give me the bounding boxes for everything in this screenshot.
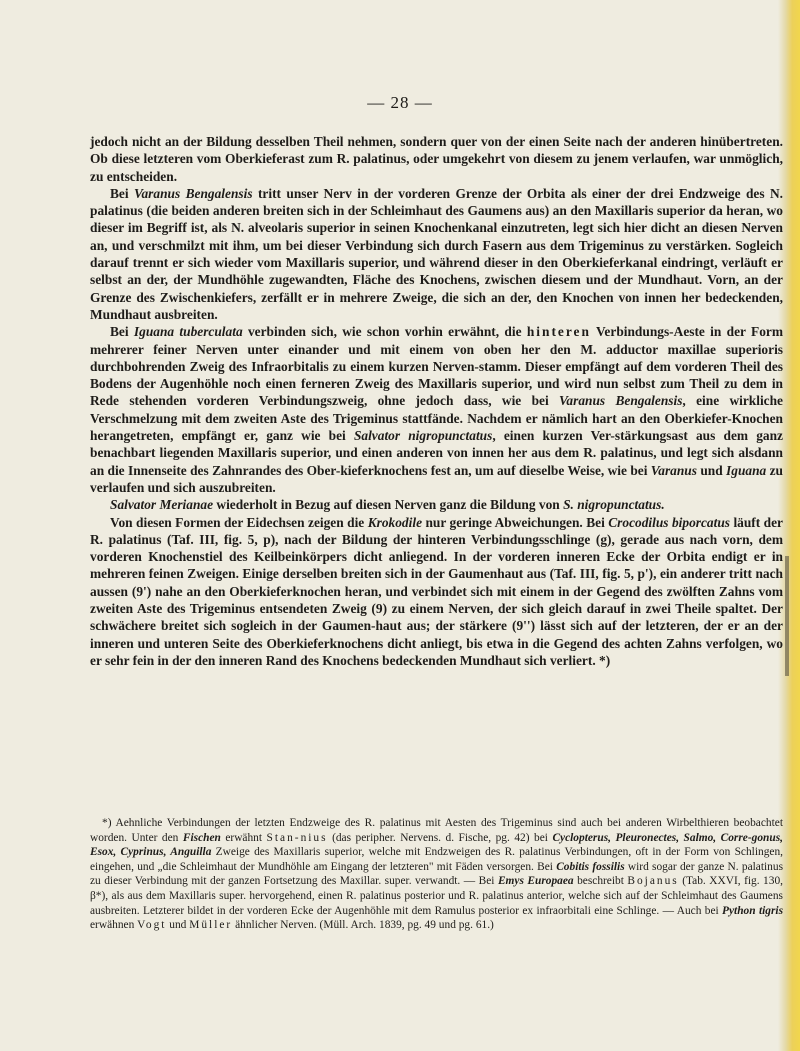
text-run: zu verlaufen und sich auszubreiten. [90,462,783,495]
text-run: Bei [110,185,135,201]
text-run: wiederholt in Bezug auf diesen Nerven ganz die Bildung von [213,497,564,513]
text-run: Zweige des Maxillaris superior, welche mit Endzweigen des R. palatinus Verbindungen, oft in der Form von Schlingen, eingehen, und „die Schleimhaut der Mundhöhle am Eingang der letzteren" mit Fäden versorgen. Bei [90,846,783,873]
italic-term: Emys Europaea [497,875,574,888]
body-text [90,133,783,669]
spaced-name: Müller [189,919,233,932]
text-run: läuft der R. palatinus (Taf. III, fig. 5, p), nach der Bildung der hinteren Verbindungsschlinge (g), gerade aus nach vorn, dem vorderen Knochenstiel des Keilbeinkörpers dicht anliegend. In der vorderen inneren Ecke der Orbita endigt er in mehreren feinen Zweigen. Einige derselben breiten sich in der Gaumenhaut aus (Taf. III, fig. 5, p'), ein anderer tritt nach aussen (9') nahe an den Oberkieferknochen heran, und verbindet sich mit einem in der Gegend des zwölften Zahns vom zweiten Aste des Trigeminus entsendeten Zweig (9) zu einem Nerven, der sich gleich darauf in zwei Theile spaltet. Der schwächere breitet sich sogleich in der Gaumen-haut aus; der stärkere (9'') lässt sich auf der letzteren, der er an der inneren und unteren Seite des Oberkieferknochens dicht anliegt, bis etwa in die Gegend des achten Zahns verfolgen, wo er sehr fein in der den inneren Rand des Knochens bedeckenden Mundhaut sich verliert. *) [90,514,784,668]
binding-mark [785,556,789,676]
text-run: (das peripher. Nervens. d. Fische, pg. 42) bei [327,831,553,844]
italic-term: Iguana [726,462,767,478]
text-run: jedoch nicht an der Bildung desselben Theil nehmen, sondern quer von der einen Seite nach der anderen hinübertreten. Ob diese letzteren vom Oberkieferast zum R. palatinus, oder umgekehrt von diesem zu jenem verlaufen, war unmöglich, zu entscheiden. [90,134,783,184]
text-run: und [696,462,727,478]
italic-term: Salvator Merianae [110,497,214,513]
page-number: — 28 — [367,93,433,112]
text-run: beschreibt [573,875,628,888]
italic-term: Varanus Bengalensis [558,393,683,409]
text-run: Verbindungs-Aeste in der Form mehrerer feiner Nerven unter einander und mit einem von oben her den M. adductor maxillae superioris durchbohrenden Zweig des Infraorbitalis zu einem kurzen Nerven-stamm. Dieser empfängt auf dem vorderen Theil des Bodens der Augenhöhle noch einen ferneren Zweig des Maxillaris superior, und wird nun selbst zum Theil zu dem in Rede stehenden vorderen Verbindungszweig, ohne jedoch dass, wie bei [90,324,783,409]
text-run: Von diesen Formen der Eidechsen zeigen die [110,514,368,530]
text-run: erwähnen [90,919,138,932]
text-run: (Tab. XXVI, fig. 130, β*), als aus dem Maxillaris super. hervorgehend, einen R. palatinus posterior und R. palatinus anterior, welche sich auf der Schleimhaut des Gaumens ausbreiten. Letzterer bildet in der vorderen Ecke der Augenhöhle mit dem Ramulus posterior ex infraorbitali eine Schlinge. — Auch bei [90,875,783,917]
italic-term: S. nigropunctatus. [563,497,665,513]
footnote-paragraph [90,816,783,933]
text-run: verbinden sich, wie schon vorhin erwähnt, die [242,324,527,340]
paragraph [90,133,783,185]
italic-term: Crocodilus biporcatus [608,514,730,530]
spaced-name: hinteren [526,324,591,340]
text-run: ähnlicher Nerven. (Müll. Arch. 1839, pg. 49 und pg. 61.) [232,919,494,932]
italic-term: Varanus Bengalensis [134,185,253,201]
footnote [90,816,783,933]
italic-term: Cyclopterus, Pleuronectes, Salmo, Corre-gonus, Esox, Cyprinus, Anguilla [90,831,783,859]
paragraph [90,185,783,323]
text-run: tritt unser Nerv in der vorderen Grenze der Orbita als einer der drei Endzweige des N. palatinus (die beiden anderen breiten sich in der Schleimhaut des Gaumens aus) an den Maxillaris superior da heran, wo dieser im Begriff ist, als N. alveolaris superior in seinen Knochenkanal einzutreten, legt sich hier dicht an diesen Nerven an, und verschmilzt mit ihm, um bei dieser Verbindung sich durch Fasern aus dem Trigeminus zu verstärken. Sogleich darauf trennt er sich wieder vom Maxillaris superior, und während dieser in den Oberkieferkanal eindringt, verläuft er selbst an der, der Mundhöhle zugewandten, Fläche des Knochens, zwischen diesem und der Mundhaut. Vorn, an der Grenze des Zwischenkiefers, zerfällt er in mehrere Zweige, die sich an der, den Knochen von innen her bedeckenden, Mundhaut ausbreiten. [90,185,784,322]
italic-term: Varanus [650,462,697,478]
paragraph [90,323,783,496]
italic-term: Krokodile [367,514,423,530]
text-run: Bei [110,324,134,340]
paragraph [90,496,783,513]
text-run: *) Aehnliche Verbindungen der letzten Endzweige des R. palatinus mit Aesten des Trigeminus sind auch bei anderen Wirbelthieren beobachtet worden. Unter den [90,817,783,844]
italic-term: Iguana tuberculata [133,324,243,340]
text-run: und [166,919,190,932]
italic-term: Python tigris [722,904,784,917]
italic-term: Fischen [182,831,221,844]
italic-term: Cobitis fossilis [556,860,625,873]
spaced-name: Bojanus [627,875,679,888]
spaced-name: Stan-nius [266,831,328,844]
text-run: , einen kurzen Ver-stärkungsast aus dem ganz benachbart liegenden Maxillaris superior, und einen anderen von innen her aus dem R. palatinus, und legt sich alsdann an die Innenseite des Zahnrandes des Ober-kieferknochens fest an, um auf dieselbe Weise, wie bei [90,428,783,478]
text-run: erwähnt [220,831,267,844]
text-run: , eine wirkliche Verschmelzung mit dem zweiten Aste des Trigeminus stattfände. Nachdem er nämlich hart an den Oberkiefer-Knochen herangetreten, empfängt er, ganz wie bei [90,393,783,444]
text-run: nur geringe Abweichungen. Bei [422,514,609,530]
spaced-name: Vogt [137,919,167,932]
paragraph [90,514,783,670]
text-run: wird sogar der ganze N. palatinus zu dieser Verbindung mit der ganzen Fortsetzung des Maxillar. super. verwandt. — Bei [90,860,784,888]
italic-term: Salvator nigropunctatus [353,428,493,444]
